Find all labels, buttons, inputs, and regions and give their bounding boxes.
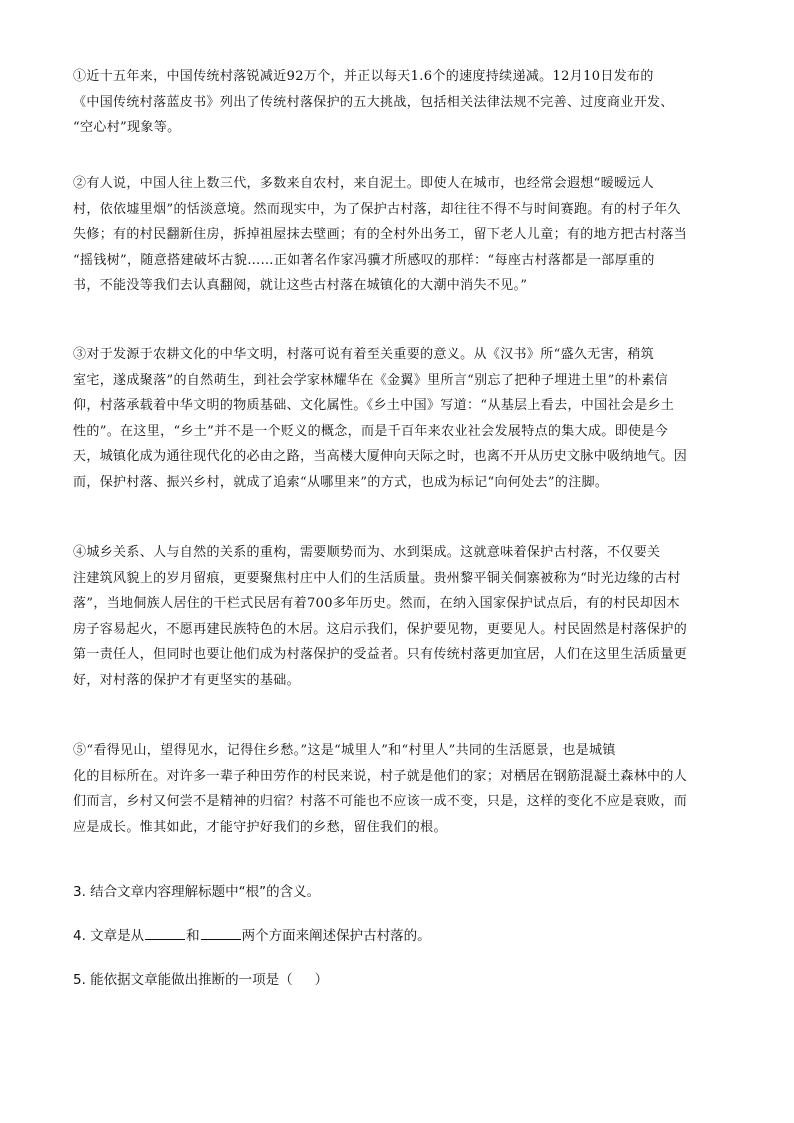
paragraph-3 — [73, 342, 723, 495]
text-line: 注建筑风貌上的岁月留痕，更要聚焦村庄中人们的生活质量。贵州黎平铜关侗寨被称为“时光边缘的古村 — [73, 570, 681, 586]
question-4 — [73, 925, 723, 947]
question-4-suffix: 两个方面来阐述保护古村落的。 — [241, 928, 431, 944]
text-line: 好，对村落的保护才有更坚实的基础。 — [73, 672, 300, 688]
text-line: 而，保护村落、振兴乡村，就成了追索“从哪里来”的方式，也成为标记“向何处去”的注脚。 — [73, 474, 609, 490]
text-line: “空心村”现象等。 — [73, 120, 181, 135]
text-line: 村，依依墟里烟”的恬淡意境。然而现实中，为了保护古村落，却往往不得不与时间赛跑。有的村子年久 — [73, 201, 681, 217]
text-line: 天，城镇化成为通往现代化的必由之路，当高楼大厦伸向天际之时，也离不开从历史文脉中吸纳地气。因 — [73, 449, 688, 464]
text-line: 书，不能没等我们去认真翻阅，就让这些古村落在城镇化的大潮中消失不见。” — [73, 278, 528, 293]
question-4-middle: 和 — [186, 928, 200, 944]
text-line: ④城乡关系、人与自然的关系的重构，需要顺势而为、水到渠成。这就意味着保护古村落，不仅要关 — [73, 545, 661, 560]
question-5-prefix: 5. 能依据文章能做出推断的一项是（ — [73, 972, 293, 988]
answer-blank-1[interactable] — [145, 927, 185, 940]
text-line: 仰，村落承载着中华文明的物质基础、文化属性。《乡土中国》写道：“从基层上看去，中国社会是乡土 — [73, 398, 675, 413]
paragraph-5 — [73, 738, 723, 840]
text-line: ①近十五年来，中国传统村落锐减近92万个，并正以每天1.6个的速度持续递减。12月10日发布的 — [73, 69, 654, 84]
text-line: “摇钱树”，随意搭建破坏古貌……正如著名作家冯骥才所感叹的那样：“每座古村落都是一部厚重的 — [73, 252, 655, 268]
text-line: 《中国传统村落蓝皮书》列出了传统村落保护的五大挑战，包括相关法律法规不完善、过度商业开发、 — [73, 94, 674, 110]
paragraph-1 — [73, 64, 723, 141]
text-line: 室宅，遂成聚落”的自然萌生，到社会学家林耀华在《金翼》里所言“别忘了把种子埋进土里”的朴素信 — [73, 372, 669, 388]
text-line: ②有人说，中国人往上数三代，多数来自农村，来自泥土。即使人在城市，也经常会遐想“暧暧远人 — [73, 176, 655, 191]
text-line: 第一责任人，但同时也要让他们成为村落保护的受益者。只有传统村落更加宜居，人们在这里生活质量更 — [73, 647, 688, 662]
text-line: ⑤“看得见山，望得见水，记得住乡愁。”这是“城里人”和“村里人”共同的生活愿景，也是城镇 — [73, 743, 616, 758]
text-line: 失修；有的村民翻新住房，拆掉祖屋抹去壁画；有的全村外出务工，留下老人儿童；有的地方把古村落当 — [73, 227, 688, 242]
text-line: 房子容易起火，不愿再建民族特色的木居。这启示我们，保护要见物，更要见人。村民固然是村落保护的 — [73, 621, 688, 637]
question-4-prefix: 4. 文章是从 — [73, 928, 145, 944]
question-5 — [73, 969, 723, 991]
question-3: 3. 结合文章内容理解标题中“根”的含义。 — [73, 884, 321, 900]
text-line: 们而言，乡村又何尝不是精神的归宿？村落不可能也不应该一成不变，只是，这样的变化不应是衰败，而 — [73, 794, 688, 809]
question-5-suffix: ） — [314, 972, 329, 988]
text-line: 应是成长。惟其如此，才能守护好我们的乡愁，留住我们的根。 — [73, 819, 447, 835]
text-line: 落”，当地侗族人居住的干栏式民居有着700多年历史。然而，在纳入国家保护试点后，有的村民却因木 — [73, 596, 680, 611]
text-line: 性的”。在这里，“乡土”并不是一个贬义的概念，而是千百年来农业社会发展特点的集大成。即使是今 — [73, 423, 669, 439]
paragraph-4 — [73, 540, 723, 693]
text-line: ③对于发源于农耕文化的中华文明，村落可说有着至关重要的意义。从《汉书》所“盛久无害，稍筑 — [73, 347, 655, 362]
text-line: 化的目标所在。对许多一辈子种田劳作的村民来说，村子就是他们的家；对栖居在钢筋混凝土森林中的人 — [73, 768, 688, 784]
paragraph-2 — [73, 171, 723, 299]
answer-blank-2[interactable] — [201, 927, 241, 940]
